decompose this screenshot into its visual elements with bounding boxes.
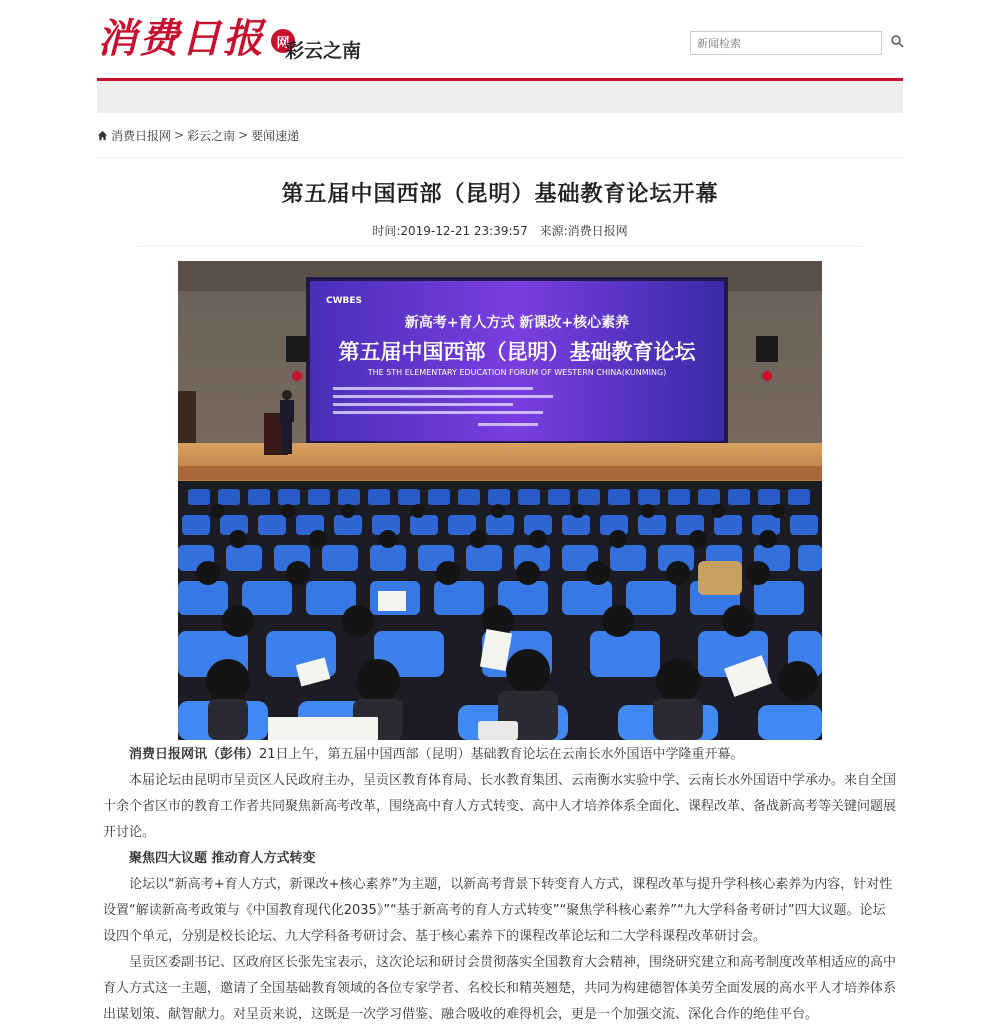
logo-text: 消费日报 [97,15,265,62]
screen-forum-title: 第五届中国西部（昆明）基础教育论坛 [338,340,696,364]
article-photo [178,261,822,740]
breadcrumb-section[interactable]: 要闻速递 [251,128,300,143]
meta-divider [137,246,863,247]
site-logo[interactable] [97,14,295,64]
breadcrumb [97,126,299,144]
site-header [97,0,903,80]
article-time: 时间:2019-12-21 23:39:57 [372,224,528,238]
article-lead-text: 21日上午，第五届中国西部（昆明）基础教育论坛在云南长水外国语中学隆重开幕。 [259,747,744,762]
article-source: 来源:消费日报网 [539,224,628,238]
article-title: 第五届中国西部（昆明）基础教育论坛开幕 [281,182,719,207]
article-lead-source: 消费日报网讯（彭伟） [129,747,260,762]
article-body [103,742,897,1028]
article-lead [103,742,897,768]
article-meta [97,222,903,239]
breadcrumb-divider [97,157,903,158]
forum-photo-illustration [178,261,822,740]
breadcrumb-separator: > [238,128,249,142]
breadcrumb-channel[interactable]: 彩云之南 [187,128,236,143]
article-paragraph: 本届论坛由昆明市呈贡区人民政府主办，呈贡区教育体育局、长水教育集团、云南衡水实验中学、云南长水外国语中学承办。来自全国十余个省区市的教育工作者共同聚焦新高考改革，围绕高中育人方式转变、高中人才培养体系全面化、课程改革、备战新高考等关键问题展开讨论。 [103,773,897,840]
article-paragraph: 呈贡区委副书记、区政府区长张先宝表示，这次论坛和研讨会贯彻落实全国教育大会精神，围绕研究建立和高考制度改革相适应的高中育人方式这一主题，邀请了全国基础教育领域的各位专家学者、名校长和精英翘楚，共同为构建德智体美劳全面发展的高水平人才培养体系出谋划策、献智献力。对呈贡来说，这既是一次学习借鉴、融合吸收的难得机会，更是一个加强交流、深化合作的绝佳平台。 [103,955,897,1022]
article-subheading: 聚焦四大议题 推动育人方式转变 [129,851,316,866]
search-icon[interactable] [890,34,904,48]
screen-logo: CWBES [326,296,363,306]
breadcrumb-separator: > [174,128,185,142]
search-input[interactable] [690,31,882,55]
screen-slogan: 新高考+育人方式 新课改+核心素养 [404,315,630,331]
screen-forum-title-en: THE 5TH ELEMENTARY EDUCATION FORUM OF WESTERN CHINA(KUNMING) [367,368,667,377]
channel-name[interactable]: 彩云之南 [285,40,362,62]
logo-seal: 网 [271,29,295,53]
breadcrumb-home[interactable]: 消费日报网 [111,128,172,143]
nav-bar [97,81,903,113]
article-paragraph: 论坛以“新高考+育人方式，新课改+核心素养”为主题，以新高考背景下转变育人方式，课程改革与提升学科核心素养为内容，针对性设置“解读新高考政策与《中国教育现代化2035》”“基于新高考的育人方式转变”“聚焦学科核心素养”“九大学科备考研讨”四大议题。论坛设四个单元，分别是校长论坛、九大学科备考研讨会、基于核心素养下的课程改革论坛和二大学科课程改革研讨会。 [103,877,893,944]
home-icon [97,130,108,141]
